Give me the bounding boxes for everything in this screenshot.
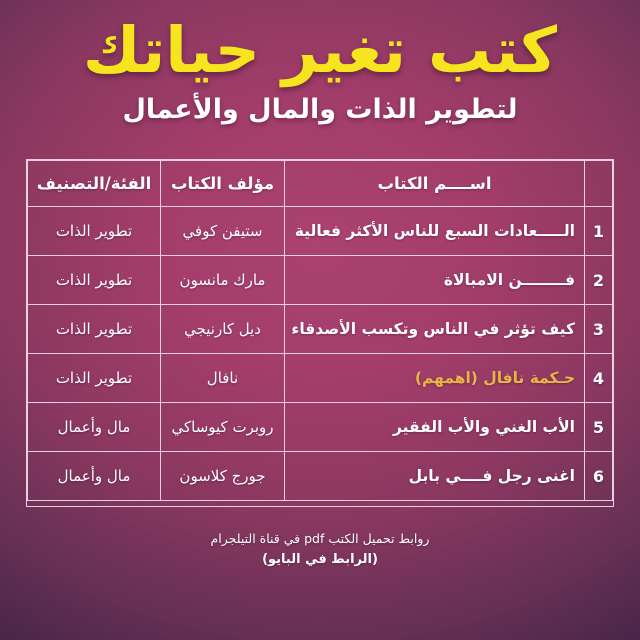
header-author: مؤلف الكتاب bbox=[161, 161, 285, 207]
footer-download-note: روابط تحميل الكتب pdf في قناة التيلجرام bbox=[210, 531, 430, 547]
row-number: 6 bbox=[585, 452, 613, 501]
book-name: فــــــــن الامبالاة bbox=[285, 256, 585, 305]
book-category: تطوير الذات bbox=[28, 305, 161, 354]
book-author: ستيفن كوفي bbox=[161, 207, 285, 256]
table-row bbox=[28, 256, 613, 305]
book-category: تطوير الذات bbox=[28, 354, 161, 403]
book-author: ديل كارنيجي bbox=[161, 305, 285, 354]
book-category: تطوير الذات bbox=[28, 207, 161, 256]
book-author: روبرت كيوساكي bbox=[161, 403, 285, 452]
book-name: اغنى رجل فــــي بابل bbox=[285, 452, 585, 501]
book-author: مارك مانسون bbox=[161, 256, 285, 305]
footer bbox=[0, 531, 640, 567]
books-table-wrapper bbox=[26, 159, 614, 507]
book-name-highlighted: حـكمة نافال (اهمهم) bbox=[285, 354, 585, 403]
page-title: كتب تغير حياتك bbox=[82, 14, 558, 87]
book-category: تطوير الذات bbox=[28, 256, 161, 305]
header-book-name: اســــم الكتاب bbox=[285, 161, 585, 207]
table-header-row bbox=[28, 161, 613, 207]
book-category: مال وأعمال bbox=[28, 403, 161, 452]
row-number: 4 bbox=[585, 354, 613, 403]
row-number: 2 bbox=[585, 256, 613, 305]
table-row bbox=[28, 452, 613, 501]
row-number: 5 bbox=[585, 403, 613, 452]
book-author: نافال bbox=[161, 354, 285, 403]
header-number bbox=[585, 161, 613, 207]
page-subtitle: لتطوير الذات والمال والأعمال bbox=[122, 94, 518, 126]
book-author: جورج كلاسون bbox=[161, 452, 285, 501]
row-number: 1 bbox=[585, 207, 613, 256]
table-row bbox=[28, 403, 613, 452]
book-category: مال وأعمال bbox=[28, 452, 161, 501]
table-row-highlighted bbox=[28, 354, 613, 403]
table-row bbox=[28, 207, 613, 256]
book-name: الـــــعادات السبع للناس الأكثر فعالية bbox=[285, 207, 585, 256]
row-number: 3 bbox=[585, 305, 613, 354]
book-name: كيف تؤثر في الناس وتكسب الأصدقاء bbox=[285, 305, 585, 354]
table-row bbox=[28, 305, 613, 354]
book-name: الأب الغني والأب الفقير bbox=[285, 403, 585, 452]
header-category: الفئة/التصنيف bbox=[28, 161, 161, 207]
books-table bbox=[27, 160, 613, 501]
footer-link-in-bio: (الرابط في البايو) bbox=[262, 552, 378, 568]
